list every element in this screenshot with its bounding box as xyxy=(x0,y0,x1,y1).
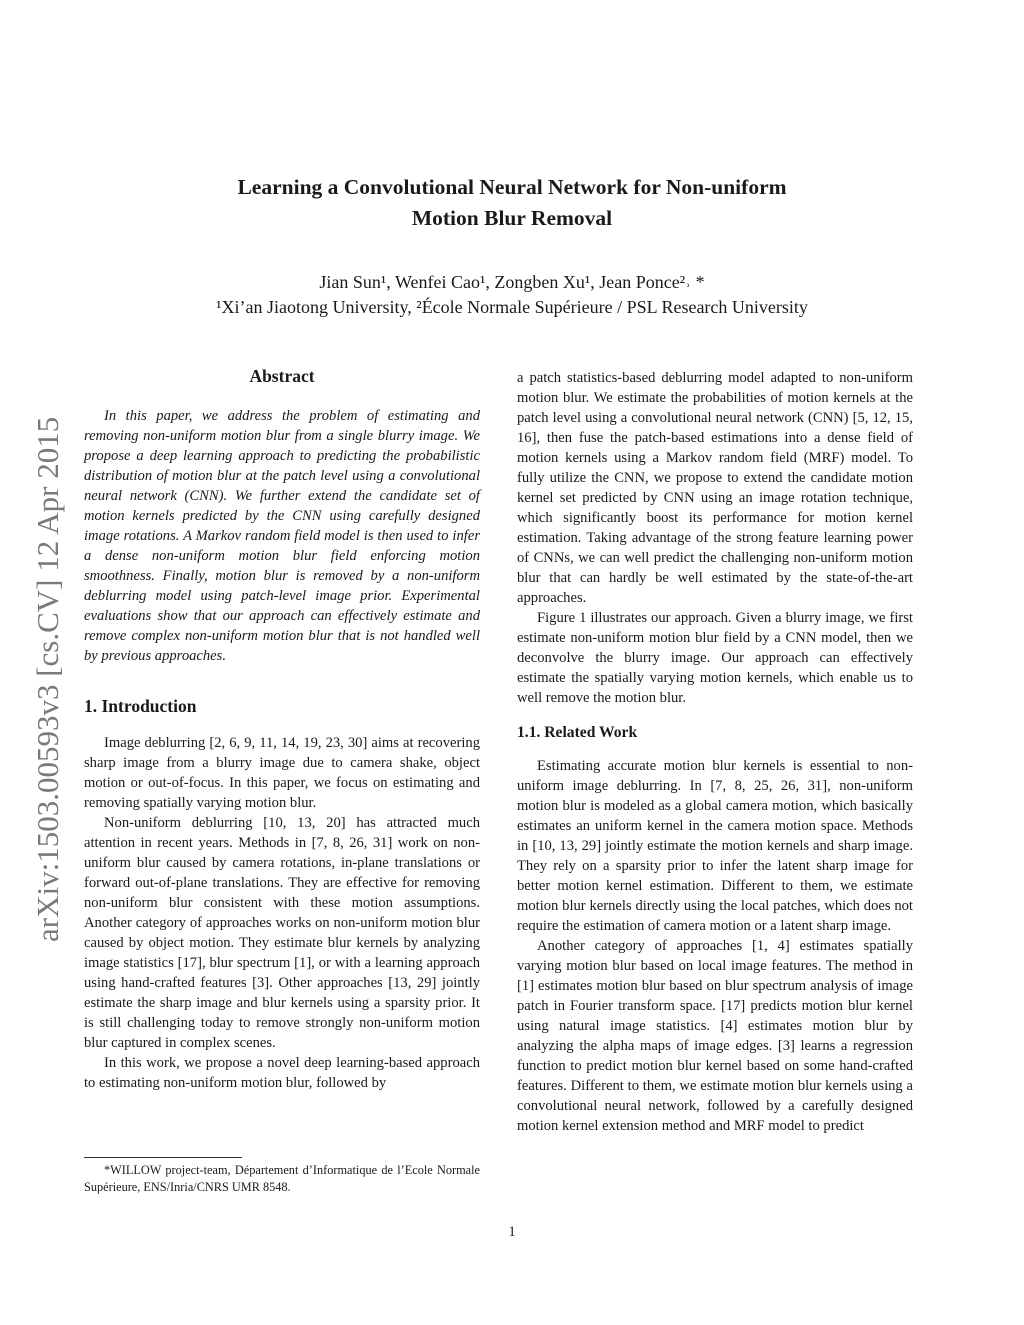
left-column xyxy=(84,366,480,1093)
paper-title xyxy=(120,172,904,234)
related-work-heading: 1.1. Related Work xyxy=(517,724,638,741)
page-number: 1 xyxy=(508,1224,516,1240)
right-paragraph-2: Figure 1 illustrates our approach. Given a blurry image, we first estimate non-uniform motion blur field by a CNN model, then we deconvolve the blurry image. Our approach can effectively estimate the spatially varying motion kernels, which enable us to well remove the motion blur. xyxy=(517,610,913,706)
related-paragraph-1: Estimating accurate motion blur kernels is essential to non-uniform image deblurring. In [7, 8, 25, 26, 31], non-uniform motion blur is modeled as a global camera motion, which basically estimates an uniform kernel in the camera motion space. Methods in [10, 13, 29] jointly estimate the motion kernels and sharp image. They rely on a sparsity prior to infer the latent sharp image for better motion kernel estimation. Different to them, we estimate motion blur kernels directly using the local patches, which does not require the estimation of camera motion or a latent sharp image. xyxy=(517,758,913,934)
title-line-2: Motion Blur Removal xyxy=(411,206,613,230)
right-column xyxy=(517,368,913,1136)
arxiv-stamp: arXiv:1503.00593v3 [cs.CV] 12 Apr 2015 xyxy=(30,416,65,942)
related-paragraph-2: Another category of approaches [1, 4] estimates spatially varying motion blur based on local image features. The method in [1] estimates motion blur based on blur spectrum analysis of image patch in Fourier transform space. [17] predicts motion blur kernel using natural image statistics. [4] estimates motion blur by analyzing the alpha maps of image edges. [3] learns a regression function to predict motion blur kernel based on some hand-crafted features. Different to them, we estimate motion blur kernels using a convolutional neural network, followed by a carefully designed motion kernel extension method and MRF model to predict xyxy=(517,938,913,1134)
intro-heading: 1. Introduction xyxy=(84,696,197,716)
footnote-divider xyxy=(84,1157,242,1158)
right-paragraph-1: a patch statistics-based deblurring model adapted to non-uniform motion blur. We estimate the probabilities of motion kernels at the patch level using a convolutional neural network (CNN) [5, 12, 15, 16], then fuse the patch-based estimations into a dense field of motion kernels using a Markov random field (MRF) model. To fully utilize the CNN, we propose to extend the candidate motion kernel set predicted by CNN using an image rotation technique, which significantly boost its performance for motion kernel estimation. Taking advantage of the strong feature learning power of CNNs, we can well predict the challenging non-uniform motion blur that can hardly be well estimated by the state-of-the-art approaches. xyxy=(517,370,913,606)
author-affiliations: ¹Xi’an Jiaotong University, ²École Normale Supérieure / PSL Research University xyxy=(216,297,808,317)
intro-paragraph-1: Image deblurring [2, 6, 9, 11, 14, 19, 23, 30] aims at recovering sharp image from a blurry image due to camera shake, object motion or out-of-focus. In this paper, we focus on estimating and removing spatially varying motion blur. xyxy=(84,735,480,811)
abstract-heading: Abstract xyxy=(249,366,315,386)
author-block xyxy=(120,270,904,320)
author-names: Jian Sun¹, Wenfei Cao¹, Zongben Xu¹, Jean Ponce²˒ * xyxy=(319,272,705,292)
intro-paragraph-2: Non-uniform deblurring [10, 13, 20] has attracted much attention in recent years. Methods in [7, 8, 26, 31] work on non-uniform blur caused by camera rotations, in-plane translations or forward out-of-plane translations. They are effective for removing non-uniform blur consistent with these motion assumptions. Another category of approaches works on non-uniform motion blur caused by object motion. They estimate blur kernels by analyzing image statistics [17], blur spectrum [1], or with a learning approach using hand-crafted features [3]. Other approaches [13, 29] jointly estimate the sharp image and blur kernels using a sparsity prior. It is still challenging today to remove strongly non-uniform motion blur captured in complex scenes. xyxy=(84,815,480,1051)
footnote: *WILLOW project-team, Département d’Informatique de l’Ecole Normale Supérieure, ENS/Inria/CNRS UMR 8548. xyxy=(84,1163,480,1194)
intro-paragraph-3: In this work, we propose a novel deep learning-based approach to estimating non-uniform motion blur, followed by xyxy=(84,1055,480,1091)
title-line-1: Learning a Convolutional Neural Network for Non-uniform xyxy=(237,175,787,199)
abstract-text: In this paper, we address the problem of estimating and removing non-uniform motion blur from a single blurry image. We propose a deep learning approach to predicting the probabilistic distribution of motion blur at the patch level using a convolutional neural network (CNN). We further extend the candidate set of motion kernels predicted by the CNN using carefully designed image rotations. A Markov random field model is then used to infer a dense non-uniform motion blur field enforcing motion smoothness. Finally, motion blur is removed by a non-uniform deblurring model using patch-level image prior. Experimental evaluations show that our approach can effectively estimate and remove complex non-uniform motion blur that is not handled well by previous approaches. xyxy=(84,408,480,664)
